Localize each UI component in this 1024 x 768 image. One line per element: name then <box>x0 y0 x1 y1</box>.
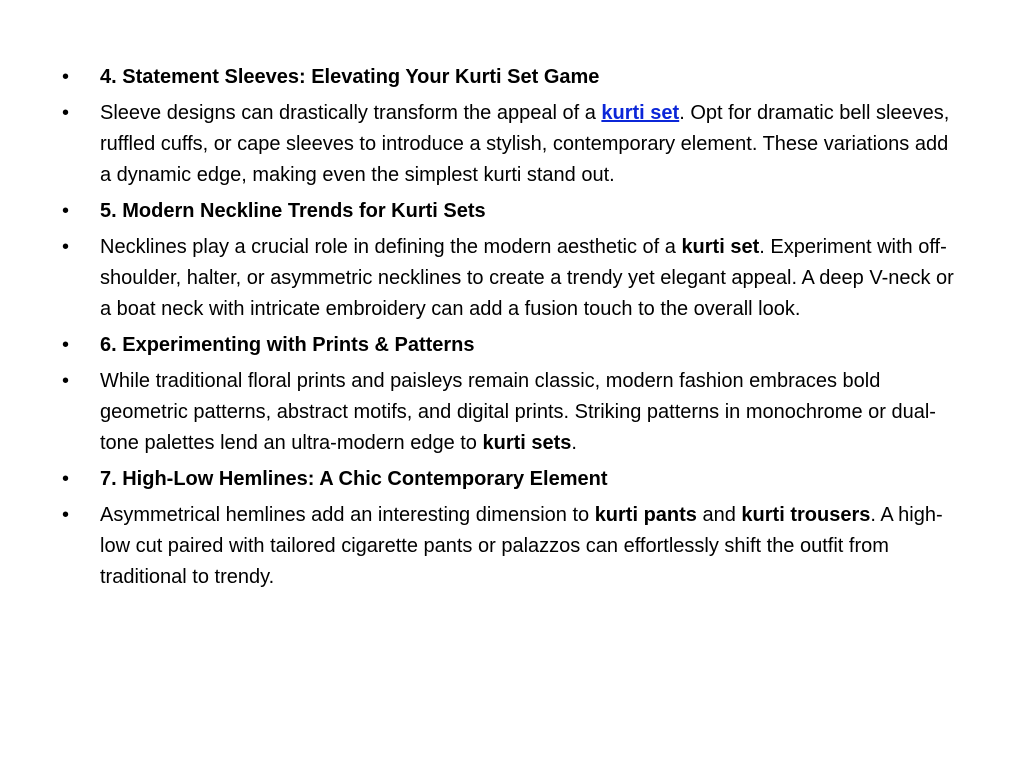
bullet-dot-icon: • <box>62 334 70 356</box>
section-heading: 5. Modern Neckline Trends for Kurti Sets <box>100 200 486 222</box>
bullet-paragraph-neckline <box>62 232 960 325</box>
paragraph-text: . A high-low cut paired with tailored cigarette pants or palazzos can effortlessly shift the outfit from traditional to trendy. <box>100 504 943 588</box>
bold-keyword: kurti set <box>681 236 760 258</box>
paragraph-text: . Opt for dramatic bell sleeves, ruffled cuffs, or cape sleeves to introduce a stylish, contemporary element. These variations add a dynamic edge, making even the simplest kurti stand out. <box>100 102 950 186</box>
paragraph-text: . Experiment with off-shoulder, halter, or asymmetric necklines to create a trendy yet elegant appeal. A deep V-neck or a boat neck with intricate embroidery can add a fusion touch to the overall look. <box>100 236 954 320</box>
section-heading: 6. Experimenting with Prints & Patterns <box>100 334 475 356</box>
paragraph-text: Sleeve designs can drastically transform the appeal of a <box>100 102 602 124</box>
bold-keyword: kurti pants <box>594 504 697 526</box>
bullet-dot-icon: • <box>62 236 70 258</box>
section-heading: 7. High-Low Hemlines: A Chic Contemporary Element <box>100 468 608 490</box>
bullet-paragraph-hemlines <box>62 500 960 593</box>
bullet-heading-neckline <box>62 196 960 227</box>
bullet-paragraph-prints <box>62 366 960 459</box>
bullet-dot-icon: • <box>62 468 70 490</box>
bullet-heading-prints <box>62 330 960 361</box>
bold-keyword: kurti sets <box>482 432 572 454</box>
paragraph-text: . <box>571 432 577 454</box>
bullet-paragraph-sleeves <box>62 98 960 191</box>
bullet-dot-icon: • <box>62 370 70 392</box>
bullet-dot-icon: • <box>62 66 70 88</box>
kurti-set-link[interactable]: kurti set <box>601 102 680 124</box>
bold-keyword: kurti trousers <box>741 504 871 526</box>
bullet-heading-hemlines <box>62 464 960 495</box>
bullet-dot-icon: • <box>62 200 70 222</box>
bullet-list <box>62 62 960 598</box>
bullet-dot-icon: • <box>62 102 70 124</box>
bullet-heading-statement-sleeves <box>62 62 960 93</box>
paragraph-text: Asymmetrical hemlines add an interesting dimension to <box>100 504 595 526</box>
bullet-dot-icon: • <box>62 504 70 526</box>
paragraph-text: While traditional floral prints and paisleys remain classic, modern fashion embraces bold geometric patterns, abstract motifs, and digital prints. Striking patterns in monochrome or dual-tone palettes lend an ultra-modern edge to <box>100 370 936 454</box>
paragraph-text: and <box>696 504 742 526</box>
section-heading: 4. Statement Sleeves: Elevating Your Kurti Set Game <box>100 66 600 88</box>
paragraph-text: Necklines play a crucial role in defining the modern aesthetic of a <box>100 236 682 258</box>
